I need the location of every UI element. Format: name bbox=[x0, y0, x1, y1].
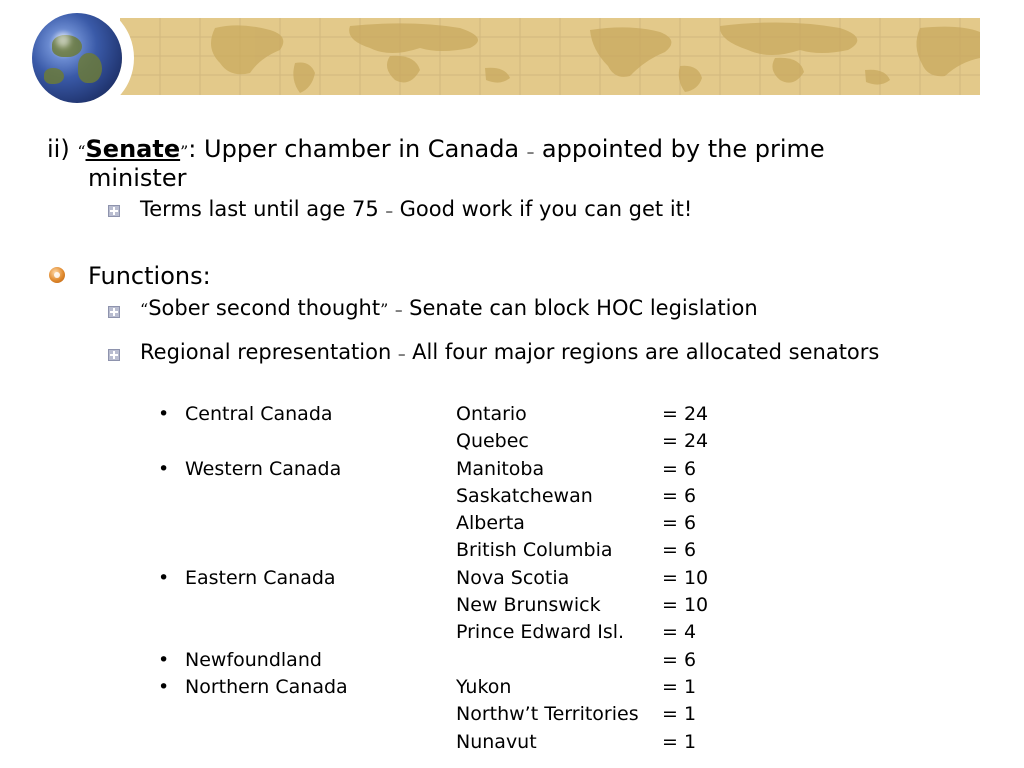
heading-rest: appointed by the prime bbox=[534, 135, 825, 163]
province-name: Alberta bbox=[456, 512, 525, 535]
province-name: Nunavut bbox=[456, 730, 537, 753]
province-name: Prince Edward Isl. bbox=[456, 621, 625, 644]
sober-open-quote: “ bbox=[140, 300, 149, 319]
province-name: Ontario bbox=[456, 403, 527, 425]
terms-dash: – bbox=[385, 202, 393, 220]
open-quote: “ bbox=[77, 142, 86, 161]
region-name: Eastern Canada bbox=[185, 566, 336, 589]
header-map-band bbox=[120, 18, 980, 95]
terms-text-a: Terms last until age 75 bbox=[140, 197, 386, 221]
senator-count: = 1 bbox=[662, 703, 697, 726]
region-name: Western Canada bbox=[185, 457, 342, 480]
square-bullet-icon bbox=[108, 205, 120, 217]
senator-count: = 24 bbox=[662, 430, 709, 453]
senator-count: = 1 bbox=[662, 730, 697, 753]
world-map-pattern bbox=[120, 18, 980, 95]
sober-text-b: Senate can block HOC legislation bbox=[402, 296, 758, 320]
senator-count: = 6 bbox=[662, 512, 697, 535]
senator-count: = 6 bbox=[662, 539, 697, 562]
globe-icon bbox=[32, 13, 122, 103]
close-quote: ” bbox=[180, 142, 189, 161]
province-name: Nova Scotia bbox=[456, 566, 570, 589]
sober-close-quote: ” bbox=[380, 300, 389, 319]
province-name: Quebec bbox=[456, 430, 529, 453]
row-bullet: • bbox=[158, 566, 170, 589]
province-name: Northw’t Territories bbox=[456, 703, 639, 726]
senator-count: = 10 bbox=[662, 566, 709, 589]
terms-item bbox=[140, 197, 692, 221]
heading-dash: – bbox=[526, 143, 535, 161]
row-bullet: • bbox=[158, 457, 170, 480]
circle-bullet-icon bbox=[49, 267, 65, 283]
senator-count: = 6 bbox=[662, 457, 697, 480]
senate-heading bbox=[47, 135, 825, 163]
province-name: British Columbia bbox=[456, 539, 613, 562]
regional-dash: – bbox=[397, 345, 406, 363]
senator-count: = 6 bbox=[662, 648, 697, 671]
senate-term: Senate bbox=[85, 135, 181, 163]
province-name: New Brunswick bbox=[456, 594, 601, 617]
senator-count: = 24 bbox=[662, 403, 709, 425]
heading-colon-text: : Upper chamber in Canada bbox=[188, 135, 527, 163]
row-bullet: • bbox=[158, 403, 170, 425]
province-name: Saskatchewan bbox=[456, 484, 593, 507]
regional-item bbox=[140, 340, 879, 364]
heading-prefix: ii) bbox=[47, 135, 78, 163]
senator-count: = 1 bbox=[662, 675, 697, 698]
senate-heading-continued: minister bbox=[88, 164, 187, 192]
region-name: Central Canada bbox=[185, 403, 333, 425]
functions-label: Functions: bbox=[88, 262, 211, 290]
square-bullet-icon bbox=[108, 349, 120, 361]
regional-text-b: All four major regions are allocated senators bbox=[405, 340, 880, 364]
senator-count: = 6 bbox=[662, 484, 697, 507]
row-bullet: • bbox=[158, 648, 170, 671]
senator-count: = 10 bbox=[662, 594, 709, 617]
senator-count: = 4 bbox=[662, 621, 697, 644]
province-name: Yukon bbox=[456, 675, 512, 698]
sober-text-a: Sober second thought bbox=[148, 296, 381, 320]
sober-dash: – bbox=[394, 301, 403, 319]
row-bullet: • bbox=[158, 675, 170, 698]
square-bullet-icon bbox=[108, 306, 120, 318]
province-name: Manitoba bbox=[456, 457, 545, 480]
region-name: Northern Canada bbox=[185, 675, 348, 698]
regional-text-a: Regional representation bbox=[140, 340, 398, 364]
terms-text-b: Good work if you can get it! bbox=[392, 197, 693, 221]
region-name: Newfoundland bbox=[185, 648, 322, 671]
sober-item bbox=[140, 296, 758, 320]
